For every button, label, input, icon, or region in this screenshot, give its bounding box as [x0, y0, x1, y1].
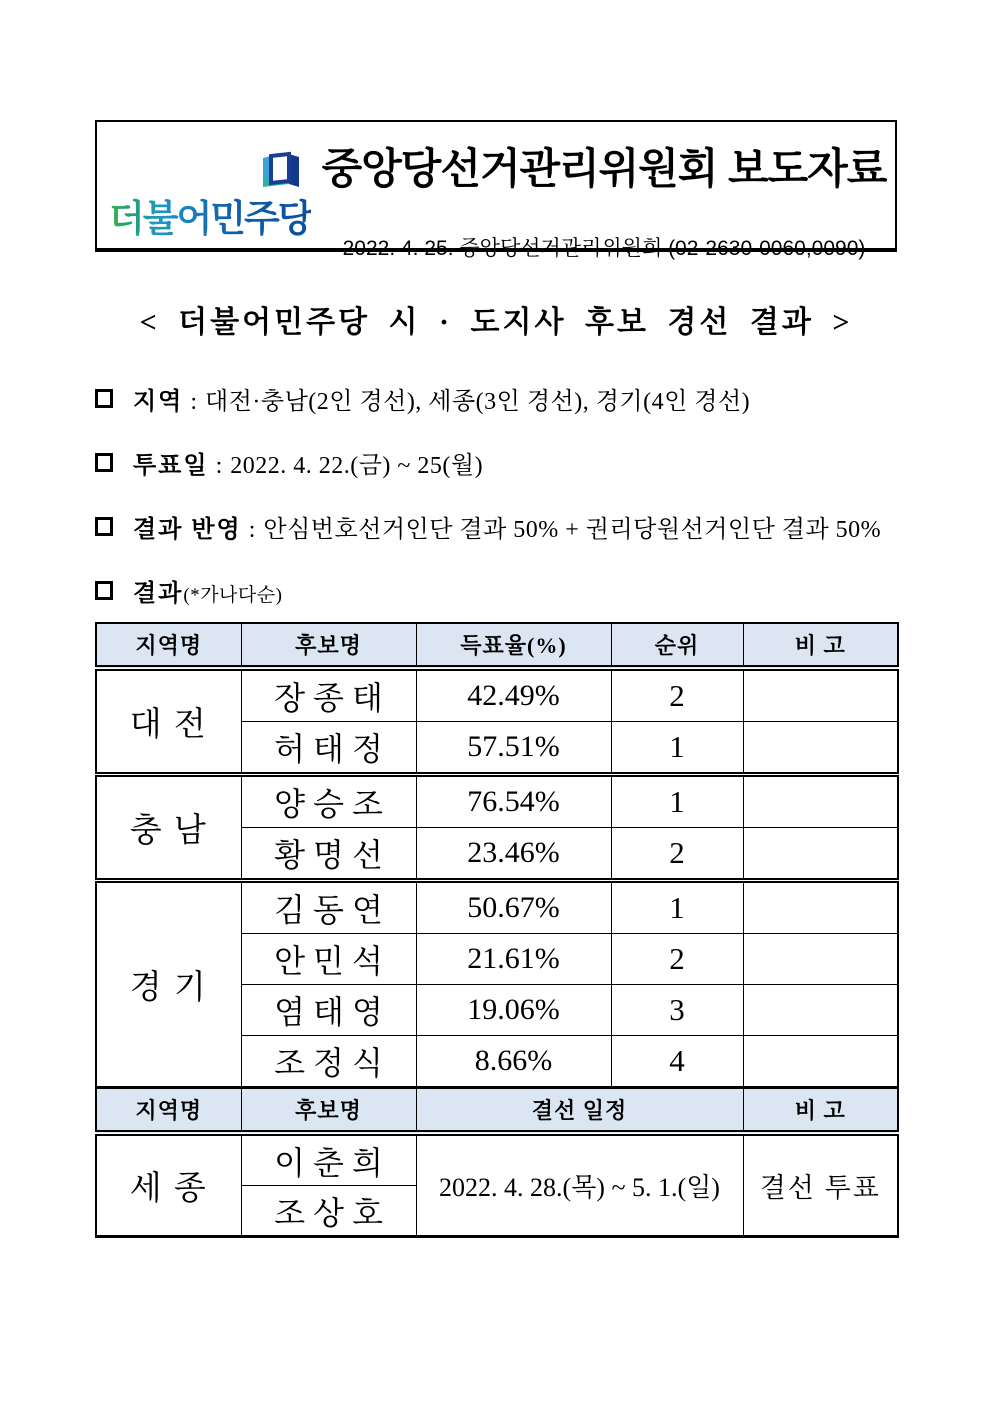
press-release-dateline: 2022. 4. 25. 중앙당선거관리위원회 (02-2630-0060,0090) — [342, 237, 866, 260]
results-row — [96, 775, 898, 828]
region-cell: 대 전 — [96, 668, 241, 775]
col-header-vote-share: 득표율(%) — [416, 623, 611, 668]
square-bullet-icon — [95, 389, 113, 408]
results-header-row — [96, 623, 898, 668]
candidate-name-cell: 조 정 식 — [241, 1036, 416, 1088]
bullet-separator: : — [208, 453, 231, 479]
rank-cell: 2 — [611, 668, 743, 722]
vote-share-cell: 76.54% — [416, 775, 611, 828]
vote-share-cell: 57.51% — [416, 722, 611, 775]
bullet-label: 투표일 — [133, 453, 209, 479]
summary-bullets — [95, 388, 905, 645]
note-cell: 결선 투표 — [743, 1133, 898, 1237]
col-header-note: 비 고 — [743, 623, 898, 668]
candidate-name-cell: 양 승 조 — [241, 775, 416, 828]
rank-cell: 2 — [611, 828, 743, 881]
document-title: < 더불어민주당 시 · 도지사 후보 경선 결과 > — [139, 306, 853, 339]
bullet-text: 2022. 4. 22.(금) ~ 25(월) — [230, 453, 484, 479]
rank-cell: 2 — [611, 934, 743, 985]
results-row — [96, 881, 898, 934]
col-header-candidate: 후보명 — [241, 1088, 416, 1133]
bullet-separator: : — [241, 517, 264, 543]
candidate-name-cell: 김 동 연 — [241, 881, 416, 934]
col-header-note: 비 고 — [743, 1088, 898, 1133]
note-cell — [743, 985, 898, 1036]
vote-share-cell: 21.61% — [416, 934, 611, 985]
candidate-name-cell: 조 상 호 — [241, 1186, 416, 1237]
vote-share-cell: 42.49% — [416, 668, 611, 722]
region-cell: 충 남 — [96, 775, 241, 881]
candidate-name-cell: 허 태 정 — [241, 722, 416, 775]
rank-cell: 1 — [611, 881, 743, 934]
candidate-name-cell: 황 명 선 — [241, 828, 416, 881]
region-cell: 경 기 — [96, 881, 241, 1088]
candidate-name-cell: 장 종 태 — [241, 668, 416, 722]
candidate-name-cell: 염 태 영 — [241, 985, 416, 1036]
party-logo — [107, 148, 317, 244]
note-cell — [743, 1036, 898, 1088]
runoff-header-row — [96, 1088, 898, 1133]
bullet-separator: : — [183, 389, 206, 415]
bullet-vote-date — [95, 452, 905, 481]
party-logo-text: 더불어민주당 — [109, 188, 311, 242]
runoff-table — [95, 1087, 899, 1238]
bullet-region — [95, 388, 905, 417]
note-cell — [743, 881, 898, 934]
col-header-region: 지역명 — [96, 1088, 241, 1133]
results-row — [96, 668, 898, 722]
note-cell — [743, 722, 898, 775]
bullet-label: 지역 — [133, 389, 184, 415]
region-cell: 세 종 — [96, 1133, 241, 1237]
rank-cell: 4 — [611, 1036, 743, 1088]
col-header-candidate: 후보명 — [241, 623, 416, 668]
bullet-text: 안심번호선거인단 결과 50% + 권리당원선거인단 결과 50% — [263, 517, 882, 543]
runoff-row — [96, 1133, 898, 1186]
note-cell — [743, 775, 898, 828]
header-title-block — [319, 136, 889, 260]
square-bullet-icon — [95, 517, 113, 536]
vote-share-cell: 19.06% — [416, 985, 611, 1036]
bullet-label: 결과 — [133, 581, 184, 607]
rank-cell: 1 — [611, 722, 743, 775]
square-bullet-icon — [95, 581, 113, 600]
rank-cell: 3 — [611, 985, 743, 1036]
col-header-runoff-schedule: 결선 일정 — [416, 1088, 743, 1133]
rank-cell: 1 — [611, 775, 743, 828]
note-cell — [743, 668, 898, 722]
vote-share-cell: 8.66% — [416, 1036, 611, 1088]
bullet-text: (*가나다순) — [183, 585, 283, 606]
vote-share-cell: 50.67% — [416, 881, 611, 934]
candidate-name-cell: 안 민 석 — [241, 934, 416, 985]
primary-results-table — [95, 622, 899, 1089]
candidate-name-cell: 이 춘 희 — [241, 1133, 416, 1186]
square-bullet-icon — [95, 453, 113, 472]
press-release-title: 중앙당선거관리위원회 보도자료 — [321, 145, 887, 192]
note-cell — [743, 828, 898, 881]
col-header-region: 지역명 — [96, 623, 241, 668]
vote-share-cell: 23.46% — [416, 828, 611, 881]
bullet-result-weighting — [95, 516, 905, 545]
note-cell — [743, 934, 898, 985]
col-header-rank: 순위 — [611, 623, 743, 668]
bullet-label: 결과 반영 — [133, 517, 242, 543]
bullet-text: 대전·충남(2인 경선), 세종(3인 경선), 경기(4인 경선) — [205, 389, 751, 415]
bullet-results — [95, 580, 905, 610]
runoff-schedule-cell: 2022. 4. 28.(목) ~ 5. 1.(일) — [416, 1133, 743, 1237]
press-release-header — [95, 120, 897, 260]
